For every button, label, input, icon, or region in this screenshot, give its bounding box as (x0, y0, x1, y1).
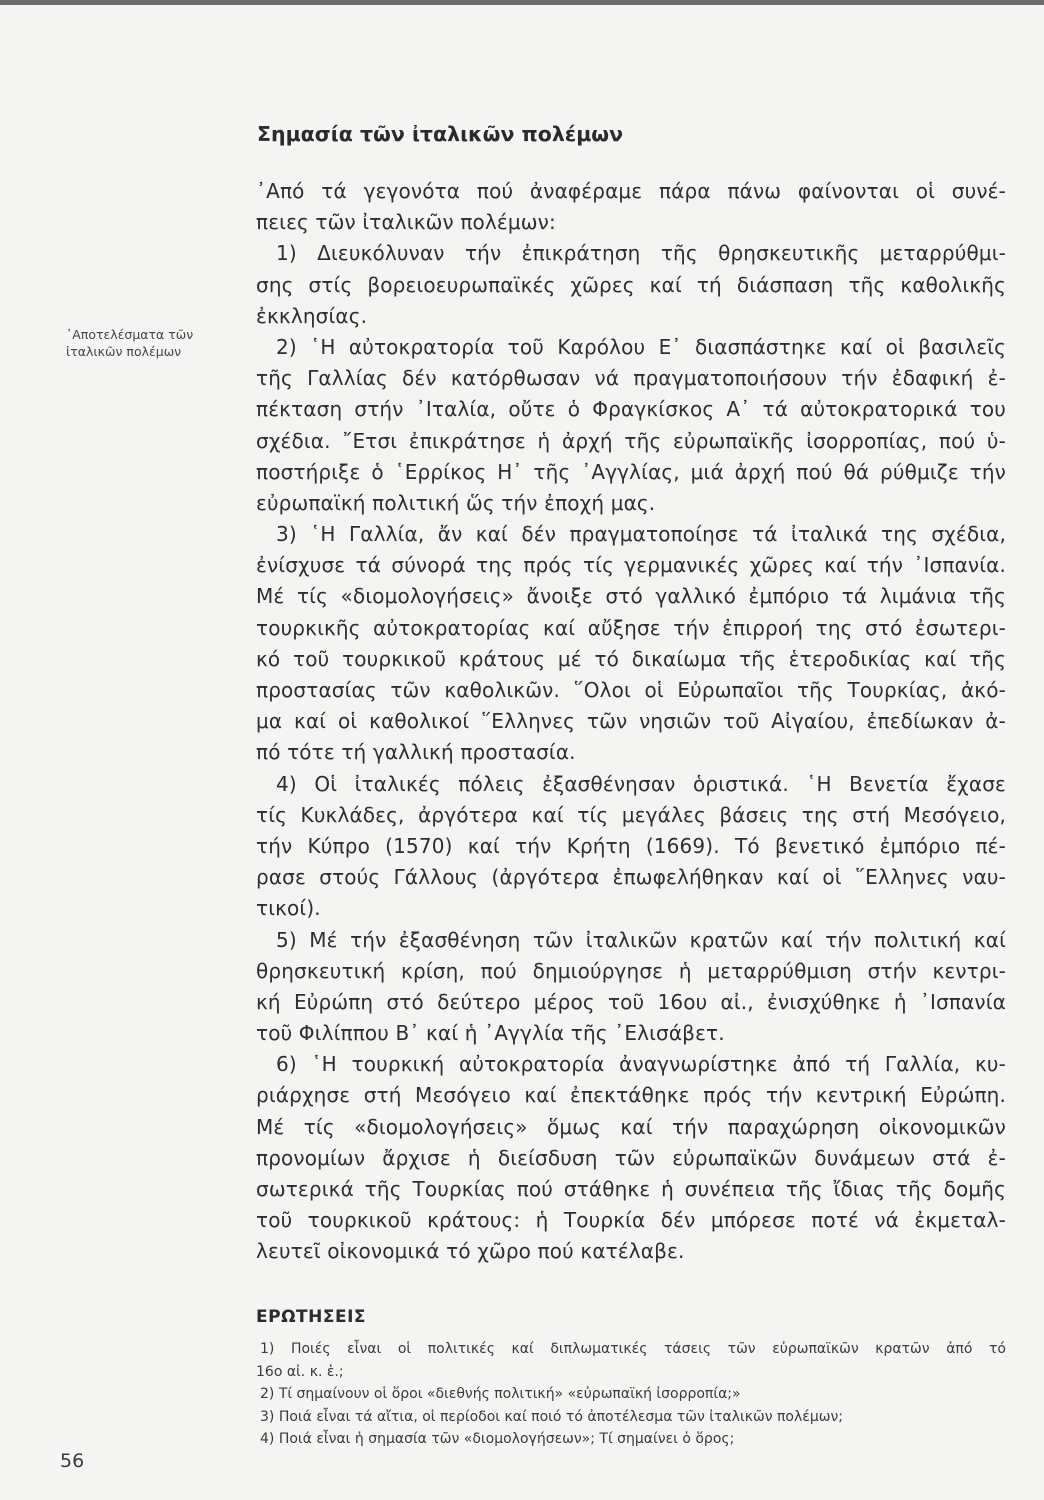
body-line: 3) ῾Η Γαλλία, ἄν καί δέν πραγματοποίησε τά ἰταλικά της σχέδια, (276, 522, 1006, 547)
questions-list (256, 1338, 1006, 1451)
body-text (256, 176, 1006, 1268)
body-line: κό τοῦ τουρκικοῦ κράτους μέ τό δικαίωμα τῆς ἑτεροδικίας καί τῆς (256, 646, 1006, 671)
page-number: 56 (60, 1450, 85, 1472)
body-line: σωτερικά τῆς Τουρκίας πού στάθηκε ἡ συνέπεια τῆς ἴδιας τῆς δομῆς (256, 1177, 1006, 1201)
body-line: κή Εὐρώπη στό δεύτερο μέρος τοῦ 16ου αἰ., ἐνισχύθηκε ἡ ᾽Ισπανία (256, 989, 1006, 1014)
body-line: εὐρωπαϊκή πολιτική ὥς τήν ἐποχή μας. (256, 490, 656, 515)
body-line: προνομίων ἄρχισε ἡ διείσδυση τῶν εὐρωπαϊκῶν δυνάμεων στά ἐ- (256, 1145, 1006, 1170)
body-line: πό τότε τή γαλλική προστασία. (256, 740, 576, 765)
body-line: ποστήριξε ὁ ῾Ερρίκος Η᾽ τῆς ᾽Αγγλίας, μιά ἀρχή πού θά ρύθμιζε τήν (256, 459, 1006, 484)
body-line: τῆς Γαλλίας δέν κατόρθωσαν νά πραγματοποιήσουν τήν ἐδαφική ἐ- (256, 366, 1006, 391)
body-line: τήν Κύπρο (1570) καί τήν Κρήτη (1669). Τό βενετικό ἐμπόριο πέ- (256, 833, 1006, 858)
body-line: 4) Οἱ ἰταλικές πόλεις ἐξασθένησαν ὁριστικά. ῾Η Βενετία ἔχασε (276, 771, 1006, 796)
body-line: Μέ τίς «διομολογήσεις» ὅμως καί τήν παραχώρηση οἰκονομικῶν (256, 1114, 1006, 1139)
margin-note (66, 326, 226, 360)
body-line: 5) Μέ τήν ἐξασθένηση τῶν ἰταλικῶν κρατῶν καί τήν πολιτική καί (276, 927, 1006, 952)
body-line: πέκταση στήν ᾽Ιταλία, οὔτε ὁ Φραγκίσκος Α᾽ τά αὐτοκρατορικά του (256, 397, 1006, 422)
question-line: 2) Τί σημαίνουν οἱ ὅροι «διεθνής πολιτική» «εὐρωπαϊκή ἰσορροπία;» (260, 1386, 741, 1402)
margin-note-line: ᾽Αποτελέσματα τῶν (66, 327, 194, 342)
body-line: προστασίας τῶν καθολικῶν. ῞Ολοι οἱ Εὐρωπαῖοι τῆς Τουρκίας, ἀκό- (256, 678, 1006, 702)
body-line: 6) ῾Η τουρκική αὐτοκρατορία ἀναγνωρίστηκε ἀπό τή Γαλλία, κυ- (276, 1052, 1006, 1077)
body-line: ρασε στούς Γάλλους (ἀργότερα ἐπωφελήθηκαν καί οἱ ῞Ελληνες ναυ- (256, 865, 1006, 890)
body-line: τικοί). (256, 896, 321, 921)
margin-note-line: ἰταλικῶν πολέμων (66, 344, 182, 359)
body-line: πειες τῶν ἰταλικῶν πολέμων: (256, 210, 556, 235)
body-line: σης στίς βορειοευρωπαϊκές χῶρες καί τή διάσπαση τῆς καθολικῆς (256, 272, 1006, 297)
body-line: μα καί οἱ καθολικοί ῞Ελληνες τῶν νησιῶν τοῦ Αἰγαίου, ἐπεδίωκαν ἀ- (256, 709, 1006, 734)
body-line: σχέδια. ῎Ετσι ἐπικράτησε ἡ ἀρχή τῆς εὐρωπαϊκῆς ἰσορροπίας, πού ὑ- (256, 428, 1006, 453)
top-edge-bar (0, 0, 1044, 5)
section-title: Σημασία τῶν ἰταλικῶν πολέμων (257, 122, 624, 146)
body-line: τοῦ τουρκικοῦ κράτους: ἡ Τουρκία δέν μπόρεσε ποτέ νά ἐκμεταλ- (256, 1208, 1006, 1233)
question-line: 4) Ποιά εἶναι ἡ σημασία τῶν «διομολογήσεων»; Τί σημαίνει ὁ ὅρος; (260, 1431, 735, 1447)
body-line: ἐνίσχυσε τά σύνορά της πρός τίς γερμανικές χῶρες καί τήν ᾽Ισπανία. (256, 553, 1006, 578)
body-line: τίς Κυκλάδες, ἀργότερα καί τίς μεγάλες βάσεις της στή Μεσόγειο, (256, 802, 1006, 827)
body-line: τοῦ Φιλίππου Β᾽ καί ἡ ᾽Αγγλία τῆς ᾽Ελισάβετ. (256, 1021, 725, 1046)
body-line: 1) Διευκόλυναν τήν ἐπικράτηση τῆς θρησκευτικῆς μεταρρύθμι- (276, 241, 1006, 266)
body-line: λευτεῖ οἰκονομικά τό χῶρο πού κατέλαβε. (256, 1239, 685, 1264)
body-line: ριάρχησε στή Μεσόγειο καί ἐπεκτάθηκε πρός τήν κεντρική Εὐρώπη. (256, 1083, 1006, 1108)
question-line: 1) Ποιές εἶναι οἱ πολιτικές καί διπλωματικές τάσεις τῶν εὐρωπαϊκῶν κρατῶν ἀπό τό (260, 1341, 1006, 1357)
questions-heading: ΕΡΩΤΗΣΕΙΣ (256, 1307, 367, 1327)
body-line: τουρκικῆς αὐτοκρατορίας καί αὔξησε τήν ἐπιρροή της στό ἐσωτερι- (256, 615, 1006, 640)
body-line: 2) ῾Η αὐτοκρατορία τοῦ Καρόλου Ε᾽ διασπάστηκε καί οἱ βασιλεῖς (276, 334, 1006, 359)
body-line: θρησκευτική κρίση, πού δημιούργησε ἡ μεταρρύθμιση στήν κεντρι- (256, 958, 1006, 983)
question-line: 3) Ποιά εἶναι τά αἴτια, οἱ περίοδοι καί ποιό τό ἀποτέλεσμα τῶν ἰταλικῶν πολέμων; (260, 1408, 843, 1425)
body-line: Μέ τίς «διομολογήσεις» ἄνοιξε στό γαλλικό ἐμπόριο τά λιμάνια τῆς (256, 584, 1006, 609)
body-line: ᾽Από τά γεγονότα πού ἀναφέραμε πάρα πάνω φαίνονται οἱ συνέ- (256, 179, 1006, 203)
body-line: ἐκκλησίας. (256, 303, 368, 328)
question-line: 16ο αἰ. κ. ἑ.; (256, 1363, 344, 1380)
